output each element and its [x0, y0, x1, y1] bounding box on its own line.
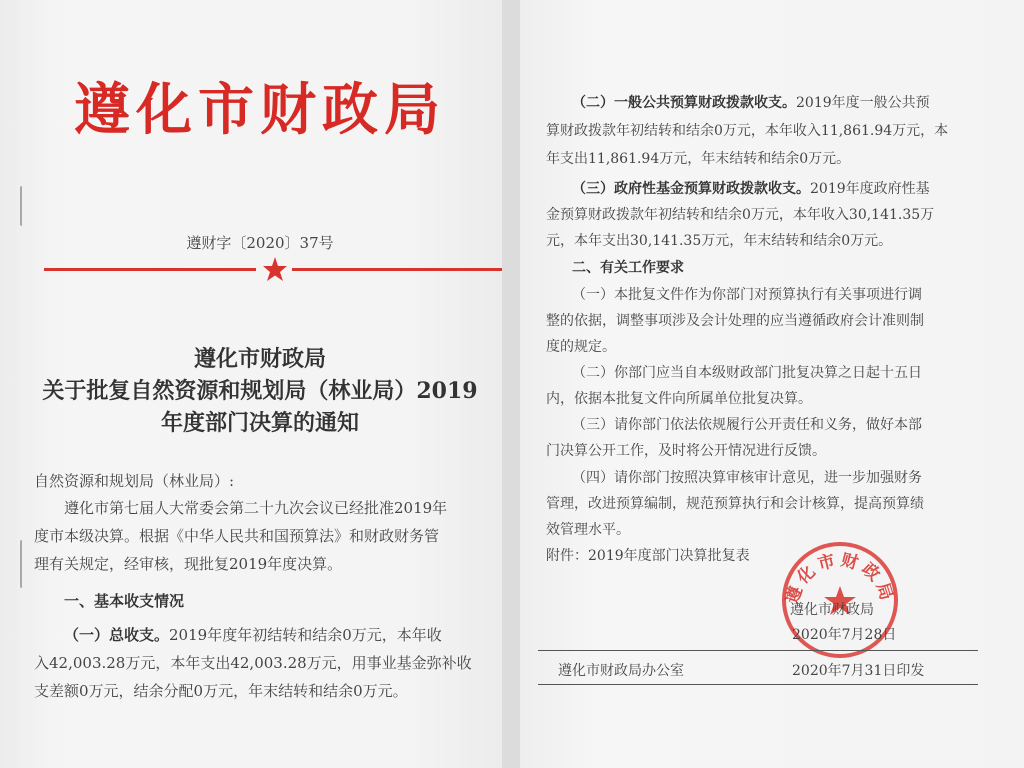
footer-rule-bottom — [538, 684, 978, 685]
sub-item-line — [572, 178, 930, 198]
requirement-line: 效管理水平。 — [546, 522, 630, 538]
sub-item-line — [64, 624, 442, 645]
requirement-line: （一）本批复文件作为你部门对预算执行有关事项进行调 — [572, 287, 922, 303]
agency-header: 遵化市财政局 — [74, 77, 446, 143]
footer-print-date: 2020年7月31日印发 — [792, 663, 925, 679]
sub-item-text: 2019年度一般公共预 — [796, 95, 930, 111]
sub-item-line: 年支出11,861.94万元，年末结转和结余0万元。 — [546, 151, 851, 167]
notice-title-line: 年度部门决算的通知 — [160, 410, 359, 436]
red-rule-left — [44, 268, 256, 271]
notice-title-line: 遵化市财政局 — [193, 346, 326, 372]
requirement-line: 管理，改进预算编制，规范预算执行和会计核算，提高预算绩 — [546, 496, 924, 512]
sub-item-line: 金预算财政拨款年初结转和结余0万元，本年收入30,141.35万 — [546, 207, 935, 223]
sub-item-line: 元，本年支出30,141.35万元，年末结转和结余0万元。 — [546, 233, 893, 249]
signature-date: 2020年7月28日 — [792, 627, 897, 643]
left-page — [0, 0, 502, 768]
staple-mark — [20, 540, 28, 588]
attachment-note: 附件：2019年度部门决算批复表 — [546, 548, 750, 564]
staple-mark — [20, 186, 28, 226]
sub-item-line: 入42,003.28万元，本年支出42,003.28万元，用事业基金弥补收 — [34, 654, 472, 672]
intro-line: 遵化市第七届人大常委会第二十九次会议已经批准2019年 — [64, 499, 448, 517]
signer-name: 遵化市财政局 — [790, 602, 874, 618]
addressee: 自然资源和规划局（林业局）: — [34, 472, 235, 490]
requirement-line: 整的依据，调整事项涉及会计处理的应当遵循政府会计准则制 — [546, 313, 924, 329]
page-divider — [502, 0, 520, 768]
svg-text:遵化市财政局: 遵化市财政局 — [782, 550, 898, 607]
sub-item-line — [572, 92, 930, 112]
requirement-line: 门决算公开工作，及时将公开情况进行反馈。 — [546, 443, 826, 459]
right-page — [520, 0, 1024, 768]
document-number: 遵财字〔2020〕37号 — [186, 234, 334, 252]
footer-office: 遵化市财政局办公室 — [558, 663, 684, 679]
requirement-line: （三）请你部门依法依规履行公开责任和义务，做好本部 — [572, 417, 922, 433]
star-icon — [262, 256, 288, 282]
section-heading: 二、有关工作要求 — [572, 260, 684, 276]
intro-line: 理有关规定，经审核，现批复2019年度决算。 — [34, 555, 343, 573]
intro-line: 度市本级决算。根据《中华人民共和国预算法》和财政财务管 — [34, 527, 440, 545]
requirement-line: （二）你部门应当自本级财政部门批复决算之日起十五日 — [572, 365, 922, 381]
sub-item-label: （二）一般公共预算财政拨款收支。 — [572, 95, 796, 111]
sub-item-line: 算财政拨款年初结转和结余0万元，本年收入11,861.94万元，本 — [546, 123, 949, 139]
footer-rule-top — [538, 650, 978, 651]
red-rule-right — [292, 268, 502, 271]
sub-item-label: （三）政府性基金预算财政拨款收支。 — [572, 181, 810, 197]
requirement-line: （四）请你部门按照决算审核审计意见，进一步加强财务 — [572, 470, 922, 486]
sub-item-text: 2019年度年初结转和结余0万元，本年收 — [169, 626, 442, 644]
requirement-line: 度的规定。 — [546, 339, 616, 355]
sub-item-label: （一）总收支。 — [64, 626, 170, 644]
requirement-line: 内，依据本批复文件向所属单位批复决算。 — [546, 391, 812, 407]
section-heading: 一、基本收支情况 — [64, 592, 185, 610]
sub-item-text: 2019年度政府性基 — [810, 181, 930, 197]
sub-item-line: 支差额0万元，结余分配0万元，年末结转和结余0万元。 — [34, 682, 408, 700]
notice-title-line: 关于批复自然资源和规划局（林业局）2019 — [42, 378, 478, 404]
